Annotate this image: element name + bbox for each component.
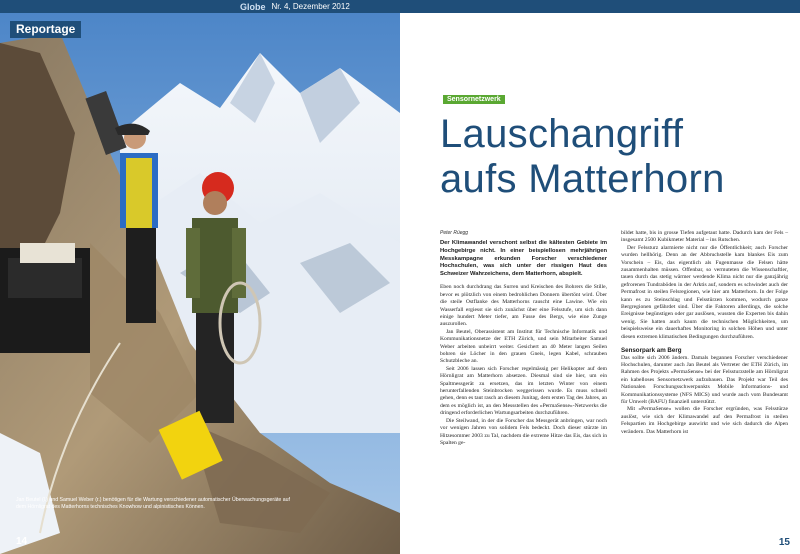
article-lead: Der Klimawandel verschont selbst die kältesten Gebiete im Hochgebirge nicht. In einer beispiellosen mehrjährigen Messkampagne erkunden Forscher verschiedener Hochschulen, was sich unter der rissigen Haut des Schweizer Wahrzeichens, dem Matterhorn, abspielt. bbox=[440, 240, 607, 277]
paragraph: Jan Beutel, Oberassistent am Institut für Technische Informatik und Kommunikationsnetze der ETH Zürich, und sein Mitarbeiter Samuel Weber arbeiten unbeirrt weiter. Gesichert an 40 Meter langen Seilen bohren sie Löcher in den grauen Gneis, legen Kabel, schrauben Schutzbleche an. bbox=[440, 328, 607, 365]
magazine-brand: Globe bbox=[240, 1, 266, 12]
byline: Peter Rüegg bbox=[440, 230, 469, 236]
kicker-badge: Sensornetzwerk bbox=[443, 95, 505, 104]
paragraph: Das sollte sich 2006 ändern. Damals begannen Forscher verschiedener Hochschulen, darunter auch Jan Beutel als Vertreter der ETH Zürich, im Rahmen des Projekts «PermaSense» bei der Felssturzstelle am Hörnligrat ein kabelloses Sensornetzwerk aufzubauen. Das Projekt war Teil des Nationalen Forschungsschwerpunkts Mobile Informations- und Kommunikationssysteme (NFS MICS) und wurde auch vom Bundesamt für Umwelt (BAFU) finanziell unterstützt. bbox=[621, 354, 788, 405]
headline-line-2: aufs Matterhorn bbox=[440, 157, 725, 201]
page-number-right: 15 bbox=[778, 537, 790, 548]
article-headline bbox=[440, 112, 780, 202]
paragraph: Der Felssturz alarmierte nicht nur die Öffentlichkeit; auch Forscher wurden hellhörig. Denn an der Abbruchstelle kam blankes Eis zum Vorschein – Eis, das eigentlich als Fugenmasse die Felsen hätte zusammenhalten müssen. Offenbar, so vermuteten die Wissenschaftler, tauen durch das stetig wärmer werdende Klima nicht nur die ganzjährig gefrorenen Tundraböden in der Arktis auf, sondern es schwindet auch der Permafrost in steilen Felsregionen, wie hier am Matterhorn. In der Folge kann es zu Steinschlag und Felsstürzen kommen, wodurch ganze Bergregionen gefährdet sind. Über die Faktoren allerdings, die solche Ereignisse begünstigen oder gar auslösen, wussten die Experten bis dahin wenig. Sie hatten auch kaum die technischen Möglichkeiten, um beispielsweise ein dauerhaftes Monitoring in solchen Höhen und unter diesen extremen klimatischen Bedingungen durchzuführen. bbox=[621, 244, 788, 340]
cover-photo bbox=[0, 13, 400, 554]
photo-caption: Jan Beutel (l.) und Samuel Weber (r.) benötigen für die Wartung verschiedener automatischer Überwachungsgeräte auf dem Hörnligrat des Matterhorns technisches Knowhow und alpinistisches Können. bbox=[16, 497, 290, 510]
top-bar bbox=[0, 0, 800, 13]
section-label: Reportage bbox=[10, 21, 81, 38]
paragraph: Eben noch durchdrang das Surren und Kreischen des Bohrers die Stille, bevor es plötzlich von einem bedrohlichen Donnern übertönt wird. Über die steile Ostflanke des Matterhorns rauscht eine Lawine. Wie ein Wasserfall ergiesst sie sich zunächst über eine Felsstufe, um sich dann einige hundert Meter tiefer, am Fusse des Bergs, wie eine Zunge auszurollen. bbox=[440, 284, 607, 328]
page-number-left: 14 bbox=[16, 536, 28, 547]
paragraph: Seit 2006 lassen sich Forscher regelmässig per Helikopter auf dem Hörnligrat am Matterhorn absetzen. Diesmal sind sie hier, um ein Spaltmessgerät zu ersetzen, das im letzten Winter von einem herunterfallenden Steinbrocken weggerissen wurde. Es muss schnell gehen, denn es taut rasch an diesem Junitag, dem ersten Tag des Jahres, an dem es möglich ist, an den Messstellen des «PermaSense»-Netzwerks die dringend erforderlichen Wartungsarbeiten durchzuführen. bbox=[440, 365, 607, 417]
paragraph: Mit «PermaSense» wollen die Forscher ergründen, was Felsstürze auslöst, wie sich der Klimawandel auf den Permafrost in steilen Felspartien im Hochgebirge auswirkt und wie sich dadurch die Alpen verändern. Das Matterhorn ist bbox=[621, 406, 788, 435]
paragraph: Die Steilwand, in der die Forscher das Messgerät anbringen, war noch vor wenigen Jahren von solidem Fels bedeckt. Doch dieser stürzte im Hitzesommer 2003 zu Tal, nachdem die extreme Hitze das Eis, das sich in Spalten ge- bbox=[440, 417, 607, 446]
subheading: Sensorpark am Berg bbox=[621, 347, 682, 355]
paragraph: bildet hatte, bis in grosse Tiefen aufgetaut hatte. Dadurch kam der Fels – insgesamt 2500 Kubikmeter Material – ins Rutschen. bbox=[621, 230, 788, 244]
headline-line-1: Lauschangriff bbox=[440, 112, 684, 156]
mountain-scene-illustration bbox=[0, 13, 400, 554]
article-column-1 bbox=[440, 230, 607, 447]
issue-info: Nr. 4, Dezember 2012 bbox=[271, 2, 350, 11]
header bbox=[240, 0, 350, 13]
article-column-2 bbox=[621, 230, 788, 436]
